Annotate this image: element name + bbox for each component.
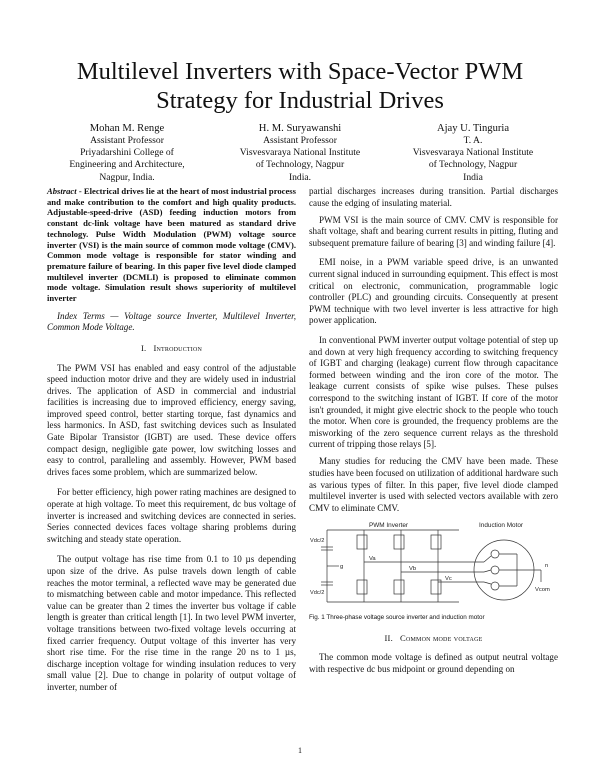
- induction-motor-label: Induction Motor: [479, 521, 524, 529]
- section-heading-common-mode-voltage: [309, 633, 558, 645]
- vdc-top-label: Vdc/2: [310, 537, 325, 544]
- section-title: Introduction: [153, 342, 203, 353]
- vcom-label: Vcom: [535, 586, 550, 593]
- author-affiliation-line: Engineering and Architecture,: [69, 159, 185, 171]
- paper-title: Multilevel Inverters with Space-Vector PWM Strategy for Industrial Drives: [76, 58, 524, 114]
- page-number: 1: [298, 746, 302, 755]
- body-paragraph: The PWM VSI has enabled and easy control of the adjustable speed induction motor drive and they are widely used in industrial drives. The application of ASD in commercial and industrial facilities is increasing due to improved efficiency, energy saving, improved speed control, better starting torque, fast dynamics and less harmonics. In ASD, fast switching devices such as Insulated Gate Bipolar Transistor (IGBT) are used. These device offers compact design, negligible gate power, low switching losses and easy to control, paralleling and assembly. However, PWM based drives faces some problem, which are summarized below.: [47, 362, 296, 477]
- author-affiliation-line: Visvesvaraya National Institute: [412, 147, 534, 159]
- author-affiliation-line: Visvesvaraya National Institute: [239, 147, 361, 159]
- author-affiliation-line: Priyadarshini College of: [80, 147, 174, 159]
- body-paragraph: Many studies for reducing the CMV have been made. These studies have been focused on utilization of additional hardware such as various types of filter. In this paper, five level diode clamped multilevel inverter is used with selected vectors available with zero CMV to eliminate CMV.: [309, 456, 558, 513]
- author-affiliation-line: T. A.: [463, 135, 483, 146]
- section-title: Common mode voltage: [400, 632, 483, 643]
- inverter-circuit-figure: [309, 520, 558, 610]
- author-affiliation-line: India: [463, 171, 483, 183]
- author-2: [215, 122, 385, 184]
- author-affiliation-line: of Technology, Nagpur: [255, 159, 345, 171]
- va-label: Va: [369, 555, 376, 562]
- author-3: [388, 122, 558, 184]
- body-paragraph: PWM VSI is the main source of CMV. CMV is responsible for shaft voltage, shaft and bearing current results in pitting, fluting and subsequent premature failure of bearing [3] and winding failure [4].: [309, 214, 558, 248]
- author-name: H. M. Suryawanshi: [258, 123, 342, 134]
- author-affiliation-line: of Technology, Nagpur: [428, 159, 518, 171]
- author-affiliation-line: Assistant Professor: [263, 135, 337, 146]
- index-terms-label: Index Terms: [57, 310, 105, 321]
- body-paragraph: The output voltage has rise time from 0.1 to 10 µs depending upon size of the drive. As pulse travels down length of cable reaches the motor terminal, a reflected wave may be generated due to mismatching between cable and motor impedance. This reflected value can be greater than 2 times the inverter bus voltage if cable length is greater than critical length [1]. In two level PWM inverter, voltage transitions between two-fixed voltage levels occurring at fixed carrier frequency. Output voltage of this inverter has very short rise time. For the rise time in the range 20 ns to 1 µs, discharge inception voltage for winding insulation reduces to very small value [2]. Due to change in polarity of output voltage of inverter, number of: [47, 554, 296, 692]
- author-name: Mohan M. Renge: [89, 123, 165, 134]
- section-heading-introduction: [47, 343, 296, 355]
- author-1: [42, 122, 212, 184]
- pwm-inverter-label: PWM Inverter: [369, 521, 409, 529]
- abstract-label: Abstract: [47, 186, 77, 196]
- body-paragraph: The common mode voltage is defined as output neutral voltage with respective dc bus midpoint or ground depending on: [309, 652, 558, 674]
- author-name: Ajay U. Tinguria: [436, 123, 510, 134]
- index-terms: [47, 311, 296, 334]
- index-terms-text: — Voltage source Inverter, Multilevel Inverter, Common Mode Voltage.: [47, 310, 296, 333]
- neutral-n-label: n: [545, 562, 549, 569]
- left-column: [47, 186, 296, 699]
- figure-caption: Fig. 1 Three-phase voltage source inverter and induction motor: [309, 613, 485, 621]
- body-paragraph: partial discharges increases during transition. Partial discharges cause the edging of insulating material.: [309, 186, 558, 208]
- author-affiliation-line: Assistant Professor: [90, 135, 164, 146]
- vb-label: Vb: [409, 565, 417, 572]
- abstract: [47, 186, 296, 304]
- body-paragraph: For better efficiency, high power rating machines are designed to operate at high voltage. To meet this requirement, dc bus voltage of inverter is increased and switching devices are connected in series. Series connected devices faces voltage sharing problems during switching and steady state operation.: [47, 487, 296, 544]
- ground-g-label: g: [340, 563, 344, 570]
- section-numeral: II.: [384, 632, 393, 643]
- author-affiliation-line: Nagpur, India.: [99, 171, 155, 183]
- right-column: [309, 186, 558, 681]
- body-paragraph: EMI noise, in a PWM variable speed drive, is an unwanted current signal induced in surrounding equipment. This effect is most critical on electronic, communication, programmable logic controller (PLC) and grounding circuits. Consequently at present PWM technique with two level inverter is less attractive for high power application.: [309, 257, 558, 326]
- vc-label: Vc: [445, 575, 452, 582]
- abstract-text: - Electrical drives lie at the heart of most industrial process and make contribution to the comfort and high quality products. Adjustable-speed-drive (ASD) feeding induction motors from constant dc-link voltage have been matured as standard drive technology. Pulse Width Modulation (PWM) voltage source inverter (VSI) is the main source of common mode voltage (CMV). Common mode voltage is responsible for stator winding and premature failure of bearing. In this paper five level diode clamped multilevel inverter (DCMLI) is proposed to eliminate common mode voltage. Simulation result shows superiority of multilevel inverter: [47, 186, 296, 304]
- body-paragraph: In conventional PWM inverter output voltage potential of step up and down at very high frequency according to switching frequency of IGBT and charging (leakage) current flow through capacitance formed between winding and the iron core of the motor. The leakage current consists of spike wise pulses. These pulses correspond to the switching instant of IGBT. If core of the motor isn't grounded, it might give electric shock to the people who touch the motor. When core is grounded, the frequency problems are the misworking of the zero sequence current relays as the threshold current of tripping those relays [5].: [309, 335, 558, 450]
- vdc-bottom-label: Vdc/2: [310, 589, 325, 596]
- author-affiliation-line: India.: [288, 171, 312, 183]
- section-numeral: I.: [140, 342, 147, 353]
